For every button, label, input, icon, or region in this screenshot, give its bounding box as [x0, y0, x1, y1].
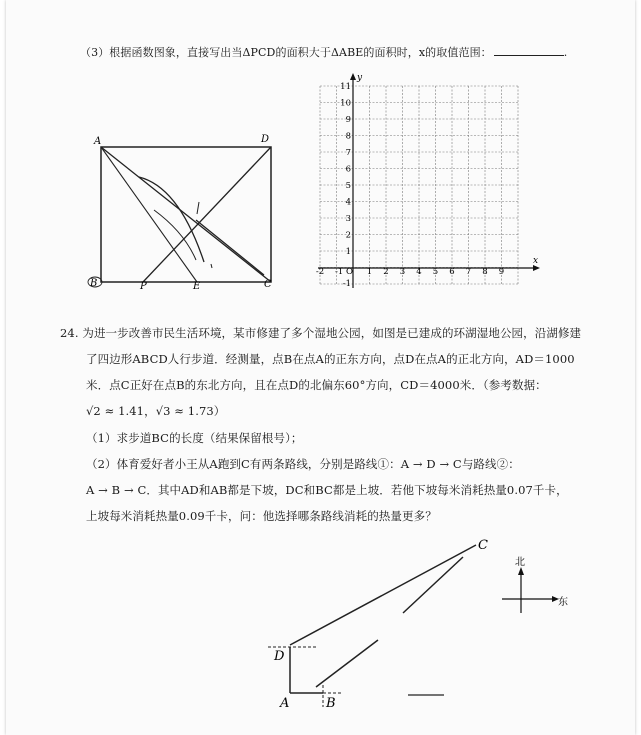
label-c-quad: C: [478, 538, 488, 553]
quadrilateral-figure: [268, 535, 508, 715]
label-b-quad: B: [326, 696, 336, 711]
q24-sub-1: （1）求步道BC的长度（结果保留根号）；: [86, 431, 303, 445]
x-tick-minus2: -2: [315, 267, 325, 277]
compass-icon: [496, 555, 566, 615]
rectangle-figure: [84, 132, 284, 292]
y-tick-7: 7: [345, 148, 351, 158]
compass-north-label: 北: [515, 557, 525, 568]
origin-label: -1 O: [335, 267, 353, 277]
q24-sub-2a: （2）体育爱好者小王从A跑到C有两条路线，分别是路线①：A → D → C与路线②：: [86, 457, 520, 471]
y-tick-4: 4: [345, 197, 351, 208]
y-tick-5: 5: [345, 181, 351, 191]
q24-line-2: 了四边形ABCD人行步道．经测量，点B在点A的正东方向，点D在点A的正北方向，AD＝1000: [86, 352, 575, 366]
q24-line-1: 24. 为进一步改善市民生活环境，某市修建了多个湿地公园，如图是已建成的环湖湿地公园，沿湖修建: [60, 326, 582, 340]
q23-part3-text: （3）根据函数图象，直接写出当ΔPCD的面积大于ΔABE的面积时，x的取值范围： .: [80, 46, 568, 59]
y-tick-9: 9: [345, 115, 351, 125]
x-tick-9: 9: [498, 267, 505, 277]
q24-sub-2c: 上坡每米消耗热量0.09千卡，问：他选择哪条路线消耗的热量更多？: [86, 509, 437, 523]
x-tick-6: 6: [449, 267, 455, 277]
y-tick-2: 2: [345, 230, 351, 241]
answer-blank[interactable]: [494, 45, 564, 56]
label-c: C: [264, 279, 272, 290]
x-tick-3: 3: [399, 267, 406, 277]
y-tick-10: 10: [340, 98, 351, 109]
label-a-quad: A: [280, 696, 290, 711]
label-e: E: [193, 281, 201, 292]
y-tick-1: 1: [345, 247, 351, 257]
coordinate-grid: [314, 72, 544, 292]
label-d-quad: D: [274, 649, 285, 664]
x-tick-7: 7: [465, 267, 472, 277]
x-tick-5: 5: [432, 267, 439, 277]
x-axis-label: x: [533, 256, 539, 266]
q23-part3-label: （3）根据函数图象，直接写出当ΔPCD的面积大于ΔABE的面积时，x的取值范围：: [80, 46, 492, 59]
y-axis-label: y: [357, 73, 363, 83]
exam-page: [6, 0, 635, 735]
label-b: B: [90, 278, 98, 289]
y-tick-3: 3: [345, 214, 351, 224]
x-tick-1: 1: [366, 267, 373, 277]
label-p: P: [140, 281, 147, 292]
y-tick-6: 6: [345, 164, 351, 175]
y-tick-minus1: -1: [342, 279, 351, 289]
x-tick-2: 2: [383, 267, 389, 277]
label-d: D: [261, 134, 270, 145]
x-tick-4: 4: [416, 267, 422, 277]
q24-line-4: √2 ≈ 1.41，√3 ≈ 1.73）: [86, 404, 226, 418]
y-tick-8: 8: [345, 131, 351, 142]
q24-sub-2b: A → B → C．其中AD和AB都是下坡，DC和BC都是上坡．若他下坡每米消耗热量0.07千卡，: [86, 483, 568, 497]
x-tick-8: 8: [482, 267, 488, 277]
label-a: A: [94, 136, 102, 147]
compass-east-label: 东: [558, 597, 568, 608]
y-tick-11: 11: [340, 82, 351, 92]
q24-line-3: 米．点C正好在点B的东北方向，且在点D的北偏东60°方向，CD＝4000米．（参考数据：: [86, 378, 547, 392]
